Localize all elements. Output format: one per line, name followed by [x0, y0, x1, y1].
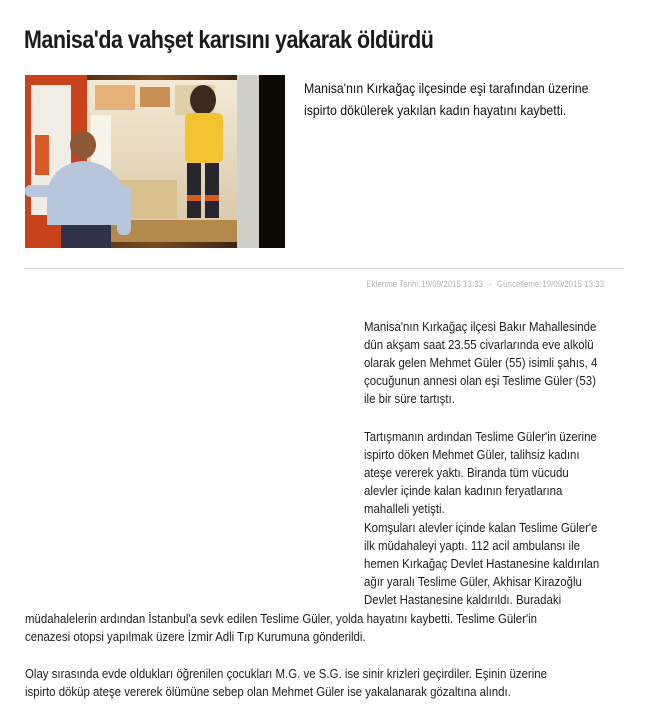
article-dates	[336, 279, 604, 289]
article-paragraph: müdahalelerin ardından İstanbul'a sevk edilen Teslime Güler, yolda hayatını kaybetti. Teslime Güler'in cenazesi otopsi yapılmak üzere İzmir Adli Tıp Kurumuna gönderildi.	[25, 611, 538, 644]
article-paragraph: Olay sırasında evde oldukları öğrenilen çocukları M.G. ve S.G. ise sinir krizleri geçirdiler. Eşinin üzerine ispirto döküp ateşe vererek ölümüne sebep olan Mehmet Güler ise yakalanarak gözaltına alındı.	[25, 666, 548, 699]
meta-separator: -	[488, 279, 492, 289]
article-paragraph: Tartışmanın ardından Teslime Güler'in üzerine ispirto döken Mehmet Güler, talihsiz kadını ateşe vererek yaktı. Biranda tüm vücudu alevler içinde kalan kadının feryatlarına mahalleli yetişti.	[364, 429, 597, 516]
ambulance-scene-image	[25, 75, 285, 248]
updated-date: 19/09/2015 13:33	[542, 279, 604, 289]
article-paragraph: Manisa'nın Kırkağaç ilçesi Bakır Mahallesinde dün akşam saat 23.55 civarlarında eve alkolü olarak gelen Mehmet Güler (55) isimli şahıs, 4 çocuğunun annesi olan eşi Teslime Güler (53) ile bir süre tartıştı.	[364, 319, 598, 406]
article-summary: Manisa'nın Kırkağaç ilçesinde eşi tarafından üzerine ispirto dökülerek yakılan kadın hayatını kaybetti.	[304, 80, 589, 118]
article-paragraph: Komşuları alevler içinde kalan Teslime Güler'e ilk müdahaleyi yaptı. 112 acil ambulansı ile hemen Kırkağaç Devlet Hastanesine kaldırılan ağır yaralı Teslime Güler, Akhisar Kirazoğlu Devlet Hastanesine kaldırıldı. Buradaki	[364, 520, 600, 607]
divider	[25, 268, 623, 269]
article-title: Manisa'da vahşet karısını yakarak öldürdü	[24, 26, 434, 54]
article-photo	[25, 75, 285, 248]
added-date-label: Eklenme Tarihi:	[366, 279, 421, 289]
added-date: 19/09/2015 13:33	[421, 279, 483, 289]
updated-date-label: Güncelleme:	[496, 279, 542, 289]
